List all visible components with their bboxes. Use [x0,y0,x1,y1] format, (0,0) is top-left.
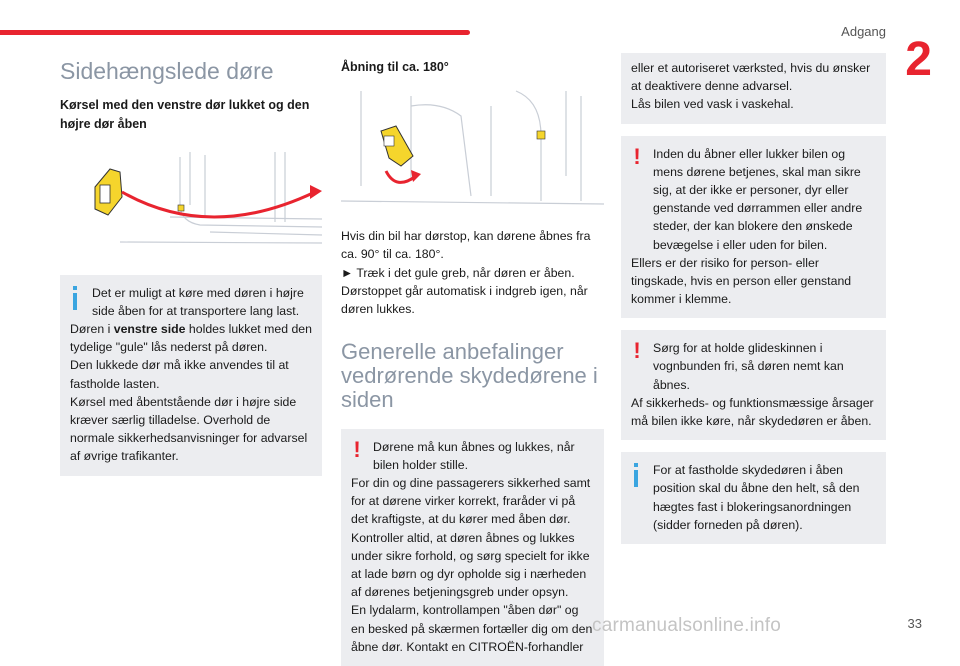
warning-box-before-opening [621,136,886,319]
info-box-driving [60,275,322,476]
warning-lead: Dørene må kun åbnes og lukkes, når bilen holder stille. [373,439,575,472]
subtitle: Kørsel med den venstre dør lukket og den højre dør åben [60,98,310,131]
warning-lead: Inden du åbner eller lukker bilen og mens dørene betjenes, skal man sikre sig, at der ikke er personer, dyr eller genstande ved dørrammen eller andre steder, der kan blokere den ønskede bevægelse i eller uden for bilen. [653,146,863,252]
warning-box-slide-rail [621,330,886,440]
chapter-number: 2 [905,33,932,86]
warning-icon: ! [353,436,361,462]
warning-p3: En lydalarm, kontrollampen "åben dør" og en besked på skærmen fortæller dig om den åbne dør. Kontakt en CITROËN-forhandler [351,603,593,654]
info-line-2: Døren i venstre side holdes lukket med den tydelige "gule" lås nederst på døren. [70,322,312,355]
info-lead: For at fastholde skydedøren i åben position skal du åbne den helt, så den hægtes fast i blokeringsanordningen (sidder forneden på døren). [653,463,860,532]
door-lock-illustration [60,147,322,257]
info-icon [73,286,77,310]
warning-icon: ! [633,143,641,169]
info-lead: Det er muligt at køre med døren i højre side åben for at transportere lang last. [92,285,304,318]
para-auto-engage: Dørstoppet går automatisk i indgreb igen, når døren lukkes. [341,283,588,316]
step-pull-handle: ► Træk i det gule greb, når døren er åben. [341,265,575,280]
page-number: 33 [907,616,922,631]
car-wash-text: Lås bilen ved vask i vaskehal. [631,97,794,112]
para-door-stop: Hvis din bil har dørstop, kan dørene åbnes fra ca. 90° til ca. 180°. [341,229,591,262]
box-continued [621,53,886,124]
warning-icon: ! [633,338,641,364]
info-icon [634,463,638,487]
warning-p1: Ellers er der risiko for person- eller tingskade, hvis en person eller genstand kommer i klemme. [631,255,852,307]
info-line-3: Den lukkede dør må ikke anvendes til at fastholde lasten. [70,358,289,391]
info-line-4: Kørsel med åbentstående dør i højre side kræver særlig tilladelse. Overhold de normale sikkerhedsanvisninger for advarsel af øvrige trafikanter. [70,394,308,464]
section-title-recommendations: Generelle anbefalinger vedrørende skydedørene i siden [341,339,598,413]
column-2 [341,58,604,666]
warning-box-sliding-doors [341,429,604,666]
warning-p2: Kontroller altid, at døren åbnes og lukkes under sikre forhold, og sørg specielt for ikke at lade børn og dyr opholde sig i nærheden af dørenes betjeningsgreb under opsyn. [351,530,590,600]
page-title: Sidehængslede døre [60,58,274,84]
section-label: Adgang [841,24,886,39]
chapter-accent-bar [0,30,470,35]
heading-opening-180: Åbning til ca. 180° [341,60,449,74]
warning-p1: Af sikkerheds- og funktionsmæssige årsager må bilen ikke køre, når skydedøren er åben. [631,395,874,428]
watermark: carmanualsonline.info [592,615,782,636]
column-3 [621,53,886,544]
warning-lead: Sørg for at holde glideskinnen i vognbunden fri, så døren nemt kan åbnes. [653,341,844,392]
column-1 [60,58,322,476]
warning-p1: For din og dine passagerers sikkerhed samt for at dørene virker korrekt, fraråder vi på det kraftigste, at du kører med åben dør. [351,476,591,527]
continued-text: eller et autoriseret værksted, hvis du ønsker at deaktivere denne advarsel. [631,61,871,94]
info-box-hold-open [621,452,886,544]
door-stop-illustration [341,86,604,211]
